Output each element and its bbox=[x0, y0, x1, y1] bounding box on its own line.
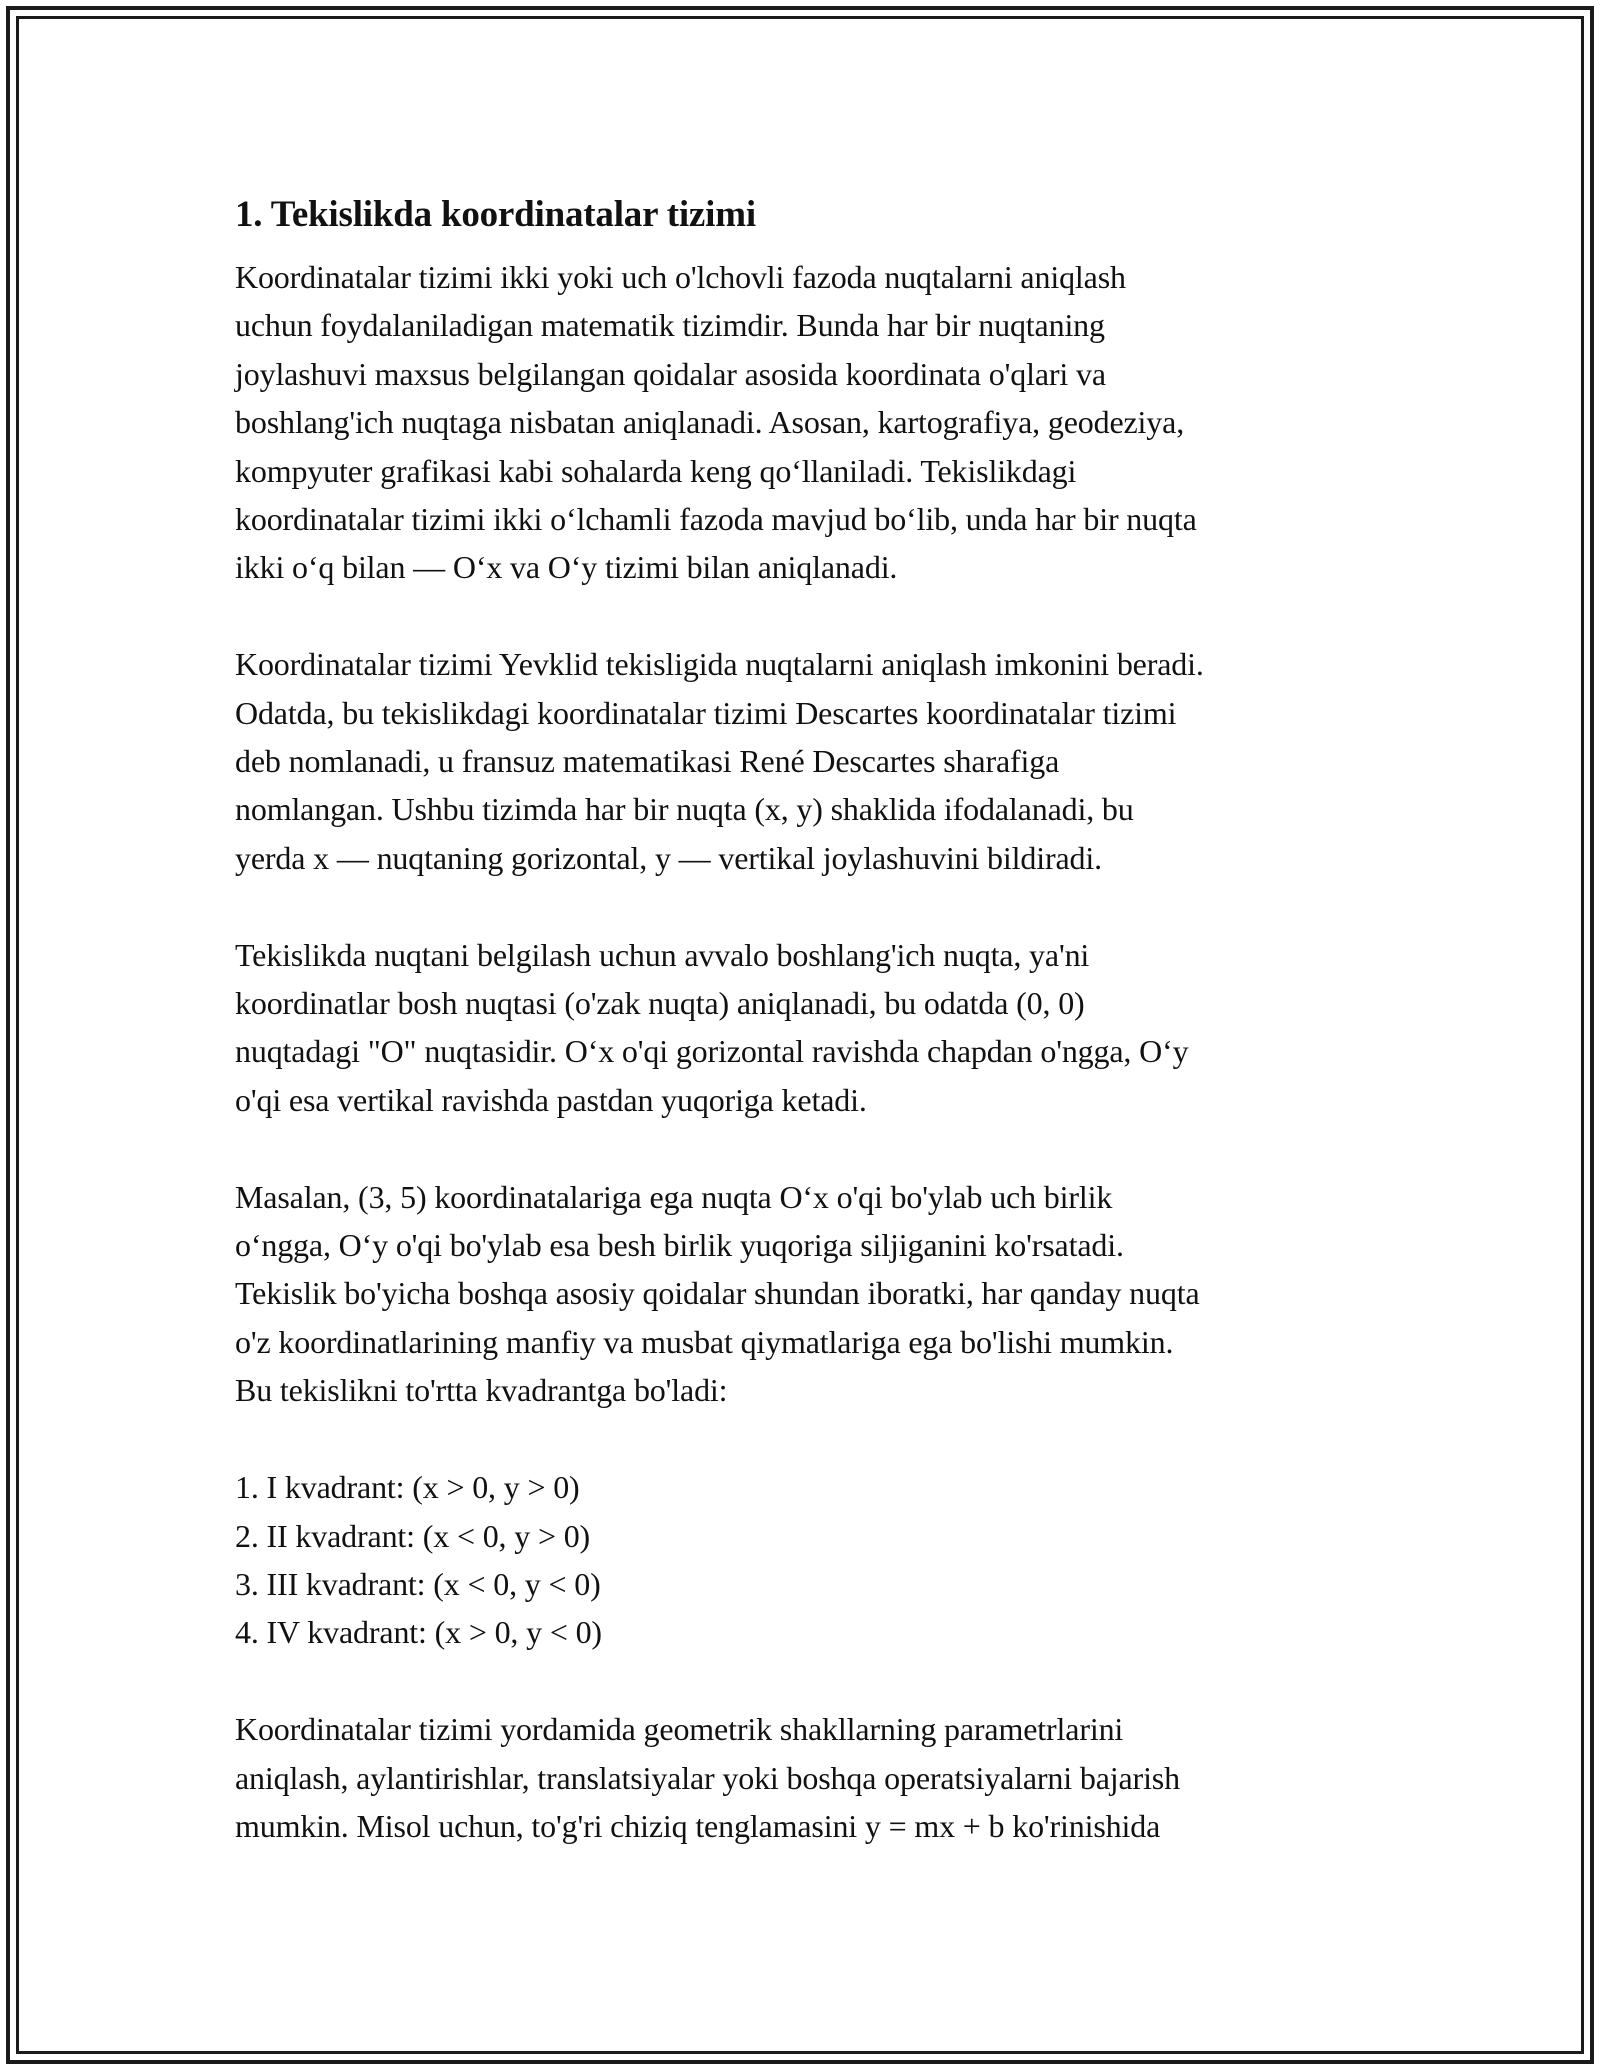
text-line: Odatda, bu tekislikdagi koordinatalar tizimi Descartes koordinatalar tizimi bbox=[235, 694, 1177, 731]
text-line: kompyuter grafikasi kabi sohalarda keng qo‘llaniladi. Tekislikdagi bbox=[235, 452, 1077, 489]
text-line: deb nomlanadi, u fransuz matematikasi René Descartes sharafiga bbox=[235, 743, 1060, 780]
paragraph-gap bbox=[235, 1657, 1385, 1705]
list-item: 3. III kvadrant: (x < 0, y < 0) bbox=[235, 1565, 601, 1602]
text-line: ikki o‘q bilan — O‘x va O‘y tizimi bilan aniqlanadi. bbox=[235, 549, 898, 586]
text-line: nuqtadagi "O" nuqtasidir. O‘x o'qi gorizontal ravishda chapdan o'ngga, O‘y bbox=[235, 1033, 1189, 1070]
paragraph-descartes bbox=[235, 640, 1385, 882]
paragraph-example bbox=[235, 1173, 1385, 1415]
text-line: o'z koordinatlarining manfiy va musbat qiymatlariga ega bo'lishi mumkin. bbox=[235, 1323, 1174, 1360]
paragraph-origin bbox=[235, 931, 1385, 1125]
paragraph-gap bbox=[235, 1124, 1385, 1172]
paragraph-geometry bbox=[235, 1705, 1385, 1850]
text-line: Bu tekislikni to'rtta kvadrantga bo'ladi: bbox=[235, 1372, 728, 1409]
text-line: o‘ngga, O‘y o'qi bo'ylab esa besh birlik yuqoriga siljiganini ko'rsatadi. bbox=[235, 1227, 1124, 1264]
list-item: 4. IV kvadrant: (x > 0, y < 0) bbox=[235, 1614, 602, 1651]
paragraph-gap bbox=[235, 592, 1385, 640]
list-item: 1. I kvadrant: (x > 0, y > 0) bbox=[235, 1469, 580, 1506]
text-line: Tekislik bo'yicha boshqa asosiy qoidalar shundan iboratki, har qanday nuqta bbox=[235, 1275, 1200, 1312]
list-item: 2. II kvadrant: (x < 0, y > 0) bbox=[235, 1517, 591, 1554]
text-line: joylashuvi maxsus belgilangan qoidalar asosida koordinata o'qlari va bbox=[235, 355, 1106, 392]
text-line: koordinatlar bosh nuqtasi (o'zak nuqta) aniqlanadi, bu odatda (0, 0) bbox=[235, 985, 1085, 1022]
text-line: mumkin. Misol uchun, to'g'ri chiziq tenglamasini y = mx + b ko'rinishida bbox=[235, 1807, 1161, 1844]
text-line: koordinatalar tizimi ikki o‘lchamli fazoda mavjud bo‘lib, unda har bir nuqta bbox=[235, 501, 1197, 538]
text-line: uchun foydalaniladigan matematik tizimdir. Bunda har bir nuqtaning bbox=[235, 307, 1105, 344]
paragraph-gap bbox=[235, 882, 1385, 930]
paragraph-gap bbox=[235, 1415, 1385, 1463]
text-line: Koordinatalar tizimi Yevklid tekisligida nuqtalarni aniqlash imkonini beradi. bbox=[235, 646, 1204, 683]
text-line: nomlangan. Ushbu tizimda har bir nuqta (x, y) shaklida ifodalanadi, bu bbox=[235, 791, 1134, 828]
text-line: o'qi esa vertikal ravishda pastdan yuqoriga ketadi. bbox=[235, 1081, 867, 1118]
text-line: Koordinatalar tizimi ikki yoki uch o'lchovli fazoda nuqtalarni aniqlash bbox=[235, 259, 1126, 295]
paragraph-intro bbox=[235, 253, 1385, 592]
text-line: Masalan, (3, 5) koordinatalariga ega nuqta O‘x o'qi bo'ylab uch birlik bbox=[235, 1178, 1113, 1215]
text-line: yerda x — nuqtaning gorizontal, y — vertikal joylashuvini bildiradi. bbox=[235, 839, 1102, 876]
text-line: Tekislikda nuqtani belgilash uchun avvalo boshlang'ich nuqta, ya'ni bbox=[235, 936, 1090, 973]
quadrant-list bbox=[235, 1463, 1385, 1657]
document-body bbox=[235, 185, 1385, 1850]
text-line: boshlang'ich nuqtaga nisbatan aniqlanadi. Asosan, kartografiya, geodeziya, bbox=[235, 404, 1185, 441]
text-line: aniqlash, aylantirishlar, translatsiyalar yoki boshqa operatsiyalarni bajarish bbox=[235, 1759, 1180, 1796]
text-line: Koordinatalar tizimi yordamida geometrik shakllarning parametrlarini bbox=[235, 1711, 1124, 1748]
section-heading: 1. Tekislikda koordinatalar tizimi bbox=[235, 194, 756, 235]
